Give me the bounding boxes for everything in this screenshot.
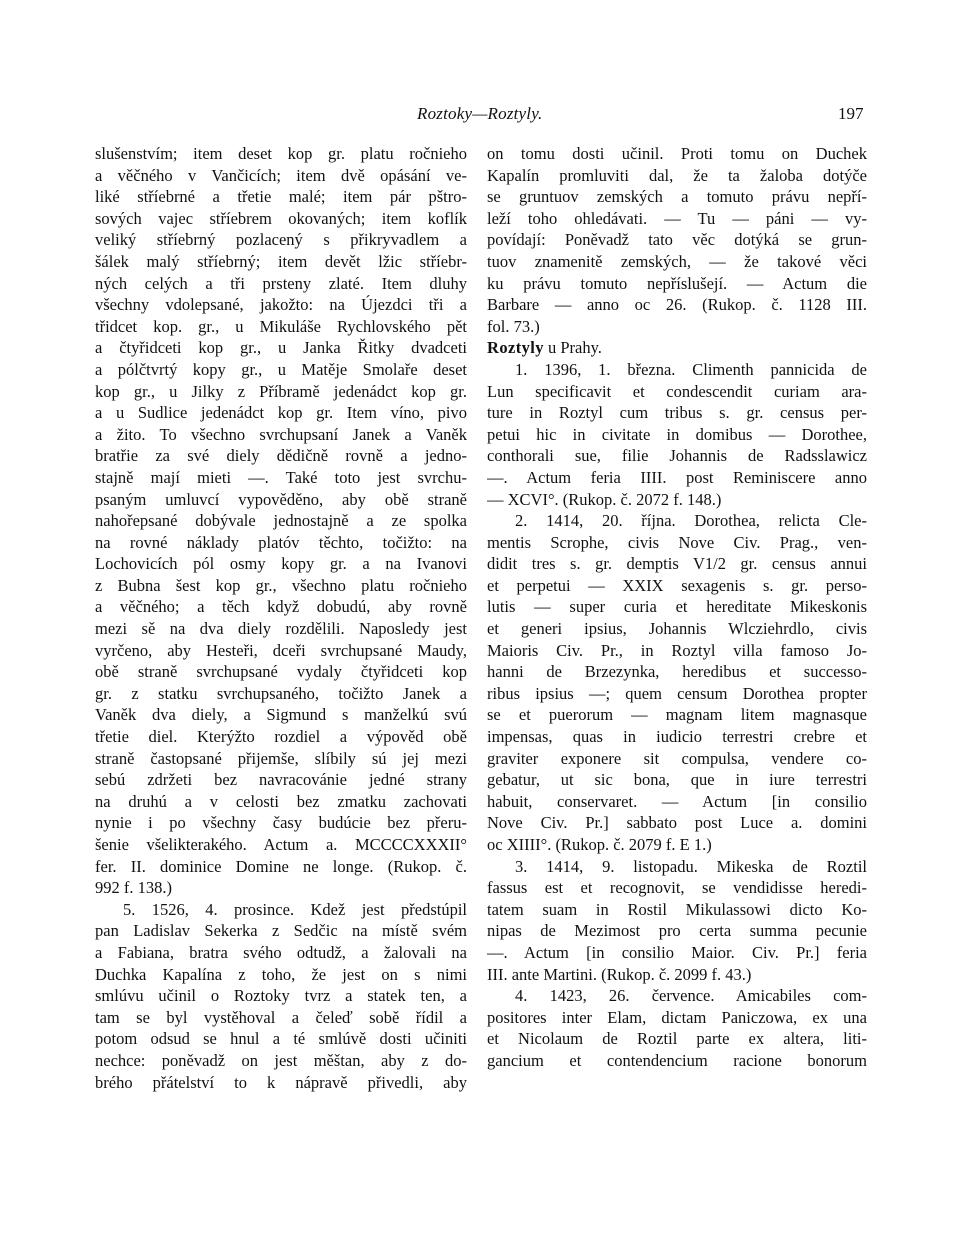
text-line: leží toho ohledávati. — Tu — páni — vy- — [487, 208, 867, 228]
text-line: nahořepsané dobývale jednostajně a ze spolka — [95, 511, 467, 531]
text-line: ribus ipsius —; quem censum Dorothea propter — [487, 683, 867, 703]
text-line: lutis — super curia et hereditate Mikeskonis — [487, 597, 867, 617]
text-line: Barbare — anno oc 26. (Rukop. č. 1128 III. — [487, 295, 867, 315]
text-line: —. Actum [in consilio Maior. Civ. Pr.] feria — [487, 942, 867, 962]
text-line: 992 f. 138.) — [95, 878, 172, 898]
text-line: fassus est et recognovit, se vendidisse heredi- — [487, 878, 867, 898]
text-line: potom odsud se hnul a té smlúvě dosti učiniti — [95, 1029, 467, 1049]
text-line: šálek malý stříebrný; item devět lžic stříebr- — [95, 251, 467, 271]
text-line: — XCVI°. (Rukop. č. 2072 f. 148.) — [487, 489, 722, 509]
text-line: Lochovicích pól osmy kopy gr. a na Ivanovi — [95, 554, 467, 574]
text-line: fol. 73.) — [487, 316, 540, 336]
text-line: petui hic in civitate in domibus — Dorothee, — [487, 424, 867, 444]
text-line: tam se byl vystěhoval a čeleď sobě řídil a — [95, 1007, 467, 1027]
text-line: tatem suam in Rostil Mikulassowi dicto Ko- — [487, 899, 867, 919]
page-number: 197 — [838, 104, 864, 123]
text-line: šenie všelikterakého. Actum a. MCCCCXXXII° — [95, 835, 467, 854]
text-line: nechce: poněvadž on jest měštan, aby z do- — [95, 1050, 467, 1070]
text-line: a čtyřidceti kop gr., u Janka Řitky dvadceti — [95, 338, 467, 358]
text-line: na rovné náklady platóv těchto, točižto: na — [95, 532, 467, 552]
entry-start-line: 4. 1423, 26. července. Amicabiles com- — [515, 986, 867, 1006]
text-line: kop gr., u Jilky z Příbramě jedenádct kop gr. — [95, 381, 467, 401]
text-line: a věčného v Vančicích; item dvě opásání ve- — [95, 165, 467, 185]
text-line: fer. II. dominice Domine ne longe. (Rukop. č. — [95, 856, 467, 876]
text-line: se et puerorum — magnam litem magnasque — [487, 705, 867, 725]
text-line: sebú zdržeti bez navracovánie jedné strany — [95, 770, 467, 790]
text-line: a věčného; a těch když dobudú, aby rovně — [95, 597, 467, 617]
text-line: smlúvu učinil o Roztoky tvrz a statek ten, a — [95, 986, 467, 1006]
text-line: třetie diel. Kterýžto rozdiel a výpověd obě — [95, 727, 467, 747]
text-line: brého přátelství to k nápravě přivedli, aby — [95, 1072, 467, 1092]
entry-start-line: 3. 1414, 9. listopadu. Mikeska de Roztil — [515, 856, 867, 876]
text-line: Vaněk dva diely, a Sigmund s manželkú svú — [95, 705, 467, 725]
text-line: obě straně svrchupsané vydaly čtyřidceti kop — [95, 662, 467, 682]
text-line: —. Actum feria IIII. post Reminiscere anno — [487, 467, 867, 487]
text-line: gebatur, ut sic bona, que in iure terrestri — [487, 770, 867, 790]
text-line: bratřie za své diely dědičně rovně a jedno- — [95, 446, 467, 466]
text-line: et generi ipsius, Johannis Wlcziehrdlo, civis — [487, 619, 867, 639]
text-line: III. ante Martini. (Rukop. č. 2099 f. 43.) — [487, 964, 752, 984]
entry-start-line: 2. 1414, 20. října. Dorothea, relicta Cle- — [515, 511, 867, 531]
text-line: ture in Roztyl cum tribus s. gr. census per- — [487, 403, 867, 423]
text-line: liké stříebrné a třetie malé; item pár pštro- — [95, 187, 467, 207]
text-line: Lun specificavit et condescendit curiam ara- — [487, 381, 867, 401]
text-line: hanni de Brzezynka, heredibus et successo- — [487, 662, 867, 682]
text-line: Maioris Civ. Pr., in Roztyl villa famoso Jo- — [487, 640, 867, 660]
text-line: straně častopsané přijemše, slíbily sú jej mezi — [95, 748, 467, 768]
text-line: tuov znamenitě zemských, — že takové věci — [487, 251, 867, 271]
text-line: veliký stříebrný pozlacený s přikryvadlem a — [95, 230, 467, 250]
text-line: on tomu dosti učinil. Proti tomu on Duchek — [487, 144, 867, 163]
left-column — [95, 143, 467, 1093]
section-heading — [487, 337, 867, 359]
text-line: Duchka Kapalína z toho, že jest on s nimi — [95, 964, 467, 984]
text-line: gr. z statku svrchupsaného, točižto Janek a — [95, 683, 467, 703]
text-line: habuit, conservaret. — Actum [in consilio — [487, 791, 867, 811]
text-line: graviter exponere sit compulsa, vendere co- — [487, 748, 867, 768]
text-line: psaným umluvcí vypověděno, aby obě straně — [95, 489, 467, 509]
text-line: Nove Civ. Pr.] sabbato post Luce a. domini — [487, 813, 867, 833]
text-line: slušenstvím; item deset kop gr. platu ročnieho — [95, 144, 467, 163]
text-line: a Fabiana, bratra svého odtudž, a žalovali na — [95, 942, 467, 962]
text-line: sových vajec stříebrem okovaných; item koflík — [95, 208, 467, 228]
text-line: oc XIIII°. (Rukop. č. 2079 f. E 1.) — [487, 835, 712, 854]
text-line: na druhú a v celosti bez zmatku zachovati — [95, 791, 467, 811]
text-line: et perpetui — XXIX sexagenis s. gr. perso- — [487, 575, 867, 595]
text-line: ku právu tomuto nepříslušejí. — Actum die — [487, 273, 867, 293]
text-line: impensas, quas in iudicio terrestri crebre et — [487, 727, 867, 747]
text-line: všechny vdolepsané, jakožto: na Újezdci tři a — [95, 295, 467, 315]
text-line: z Bubna šest kop gr., všechno platu ročnieho — [95, 575, 467, 595]
text-line: třidcet kop. gr., u Mikuláše Rychlovského pět — [95, 316, 467, 336]
text-line: et Nicolaum de Roztil parte ex altera, liti- — [487, 1029, 867, 1049]
section-heading-place: Roztyly — [487, 338, 544, 358]
text-line: stajně mají mieti —. Také toto jest svrchu- — [95, 467, 467, 487]
text-line: vyrčeno, aby Hesteři, dceři svrchupsané Maudy, — [95, 640, 467, 660]
running-title: Roztoky—Roztyly. — [417, 104, 543, 123]
right-column — [487, 143, 867, 1072]
text-line: povídají: Poněvadž tato věc dotýká se grun- — [487, 230, 867, 250]
entry-start-line: 5. 1526, 4. prosince. Kdež jest předstúpil — [123, 899, 467, 919]
text-line: pan Ladislav Sekerka z Sedčic na místě svém — [95, 921, 467, 941]
text-line: gancium et contendencium racione bonorum — [487, 1050, 867, 1070]
text-line: a pólčtvrtý kopy gr., u Matěje Smolaře deset — [95, 359, 467, 379]
text-line: ných celých a tři prsteny zlaté. Item dluhy — [95, 273, 467, 293]
text-line: didit tres s. gr. demptis V1/2 gr. census annui — [487, 554, 867, 574]
text-line: mentis Scrophe, civis Nove Civ. Prag., ven- — [487, 532, 867, 552]
text-line: mezi sě na dva diely rozdělili. Naposledy jest — [95, 619, 467, 639]
text-line: se gruntuov zemských a tomuto právu nepří- — [487, 187, 867, 207]
section-heading-rest: u Prahy. — [543, 338, 602, 358]
text-line: conthorali sue, filie Johannis de Radsslawicz — [487, 446, 867, 466]
text-line: Kapalín promluviti dal, že ta žaloba dotýče — [487, 165, 867, 185]
entry-start-line: 1. 1396, 1. března. Climenth pannicida de — [515, 359, 867, 379]
text-line: nipas de Mezimost pro certa summa pecunie — [487, 921, 867, 941]
text-line: a u Sudlice jedenádct kop gr. Item víno, pivo — [95, 403, 467, 423]
text-line: a žito. To všechno svrchupsaní Janek a Vaněk — [95, 424, 467, 444]
text-line: positores inter Elam, dictam Paniczowa, ex una — [487, 1007, 867, 1027]
text-line: nynie i po všechny časy budúcie bez přeru- — [95, 813, 467, 833]
